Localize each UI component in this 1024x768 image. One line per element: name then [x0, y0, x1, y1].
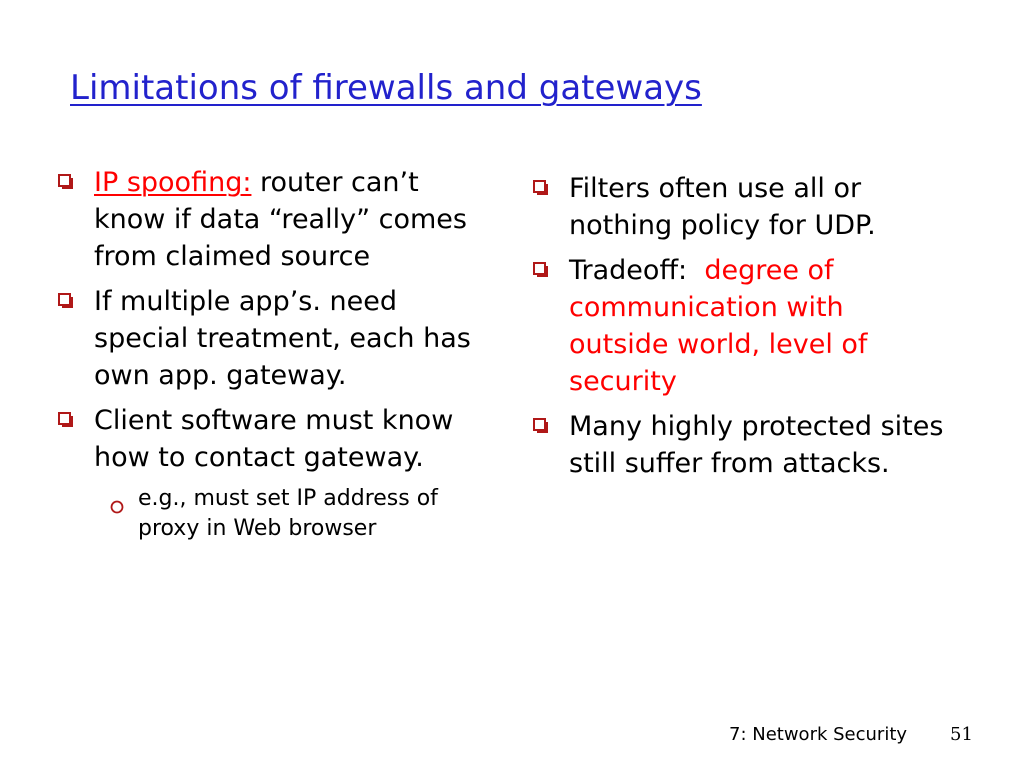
bullet-app-gateway [56, 283, 476, 394]
left-column [56, 164, 476, 544]
slide-title: Limitations of firewalls and gateways [70, 68, 702, 108]
square-bullet-icon [58, 174, 73, 189]
bullet-text: Tradeoff: [569, 255, 705, 286]
square-bullet-icon [533, 180, 548, 195]
bullet-text: Client software must know how to contact gateway. [94, 405, 454, 473]
right-column [531, 170, 951, 490]
square-bullet-icon [58, 412, 73, 427]
bullet-tradeoff [531, 252, 951, 400]
circle-bullet-icon [110, 493, 124, 507]
sub-bullet-proxy [56, 484, 476, 544]
bullet-text: router can’t know if data “really” comes from claimed source [94, 167, 467, 272]
sub-bullet-text: e.g., must set IP address of proxy in Web browser [138, 486, 438, 541]
bullet-text: Filters often use all or nothing policy for UDP. [569, 173, 876, 241]
bullet-client-software [56, 402, 476, 476]
square-bullet-icon [58, 293, 73, 308]
footer-label: 7: Network Security [729, 724, 908, 745]
bullet-protected-sites [531, 408, 951, 482]
bullet-highlight: degree of communication with outside world, level of security [569, 255, 868, 397]
bullet-text: If multiple app’s. need special treatment, each has own app. gateway. [94, 286, 471, 391]
bullet-ip-spoofing [56, 164, 476, 275]
square-bullet-icon [533, 418, 548, 433]
square-bullet-icon [533, 262, 548, 277]
bullet-udp-filters [531, 170, 951, 244]
bullet-highlight: IP spoofing: [94, 167, 252, 198]
bullet-text: Many highly protected sites still suffer from attacks. [569, 411, 944, 479]
page-number: 51 [950, 724, 973, 745]
